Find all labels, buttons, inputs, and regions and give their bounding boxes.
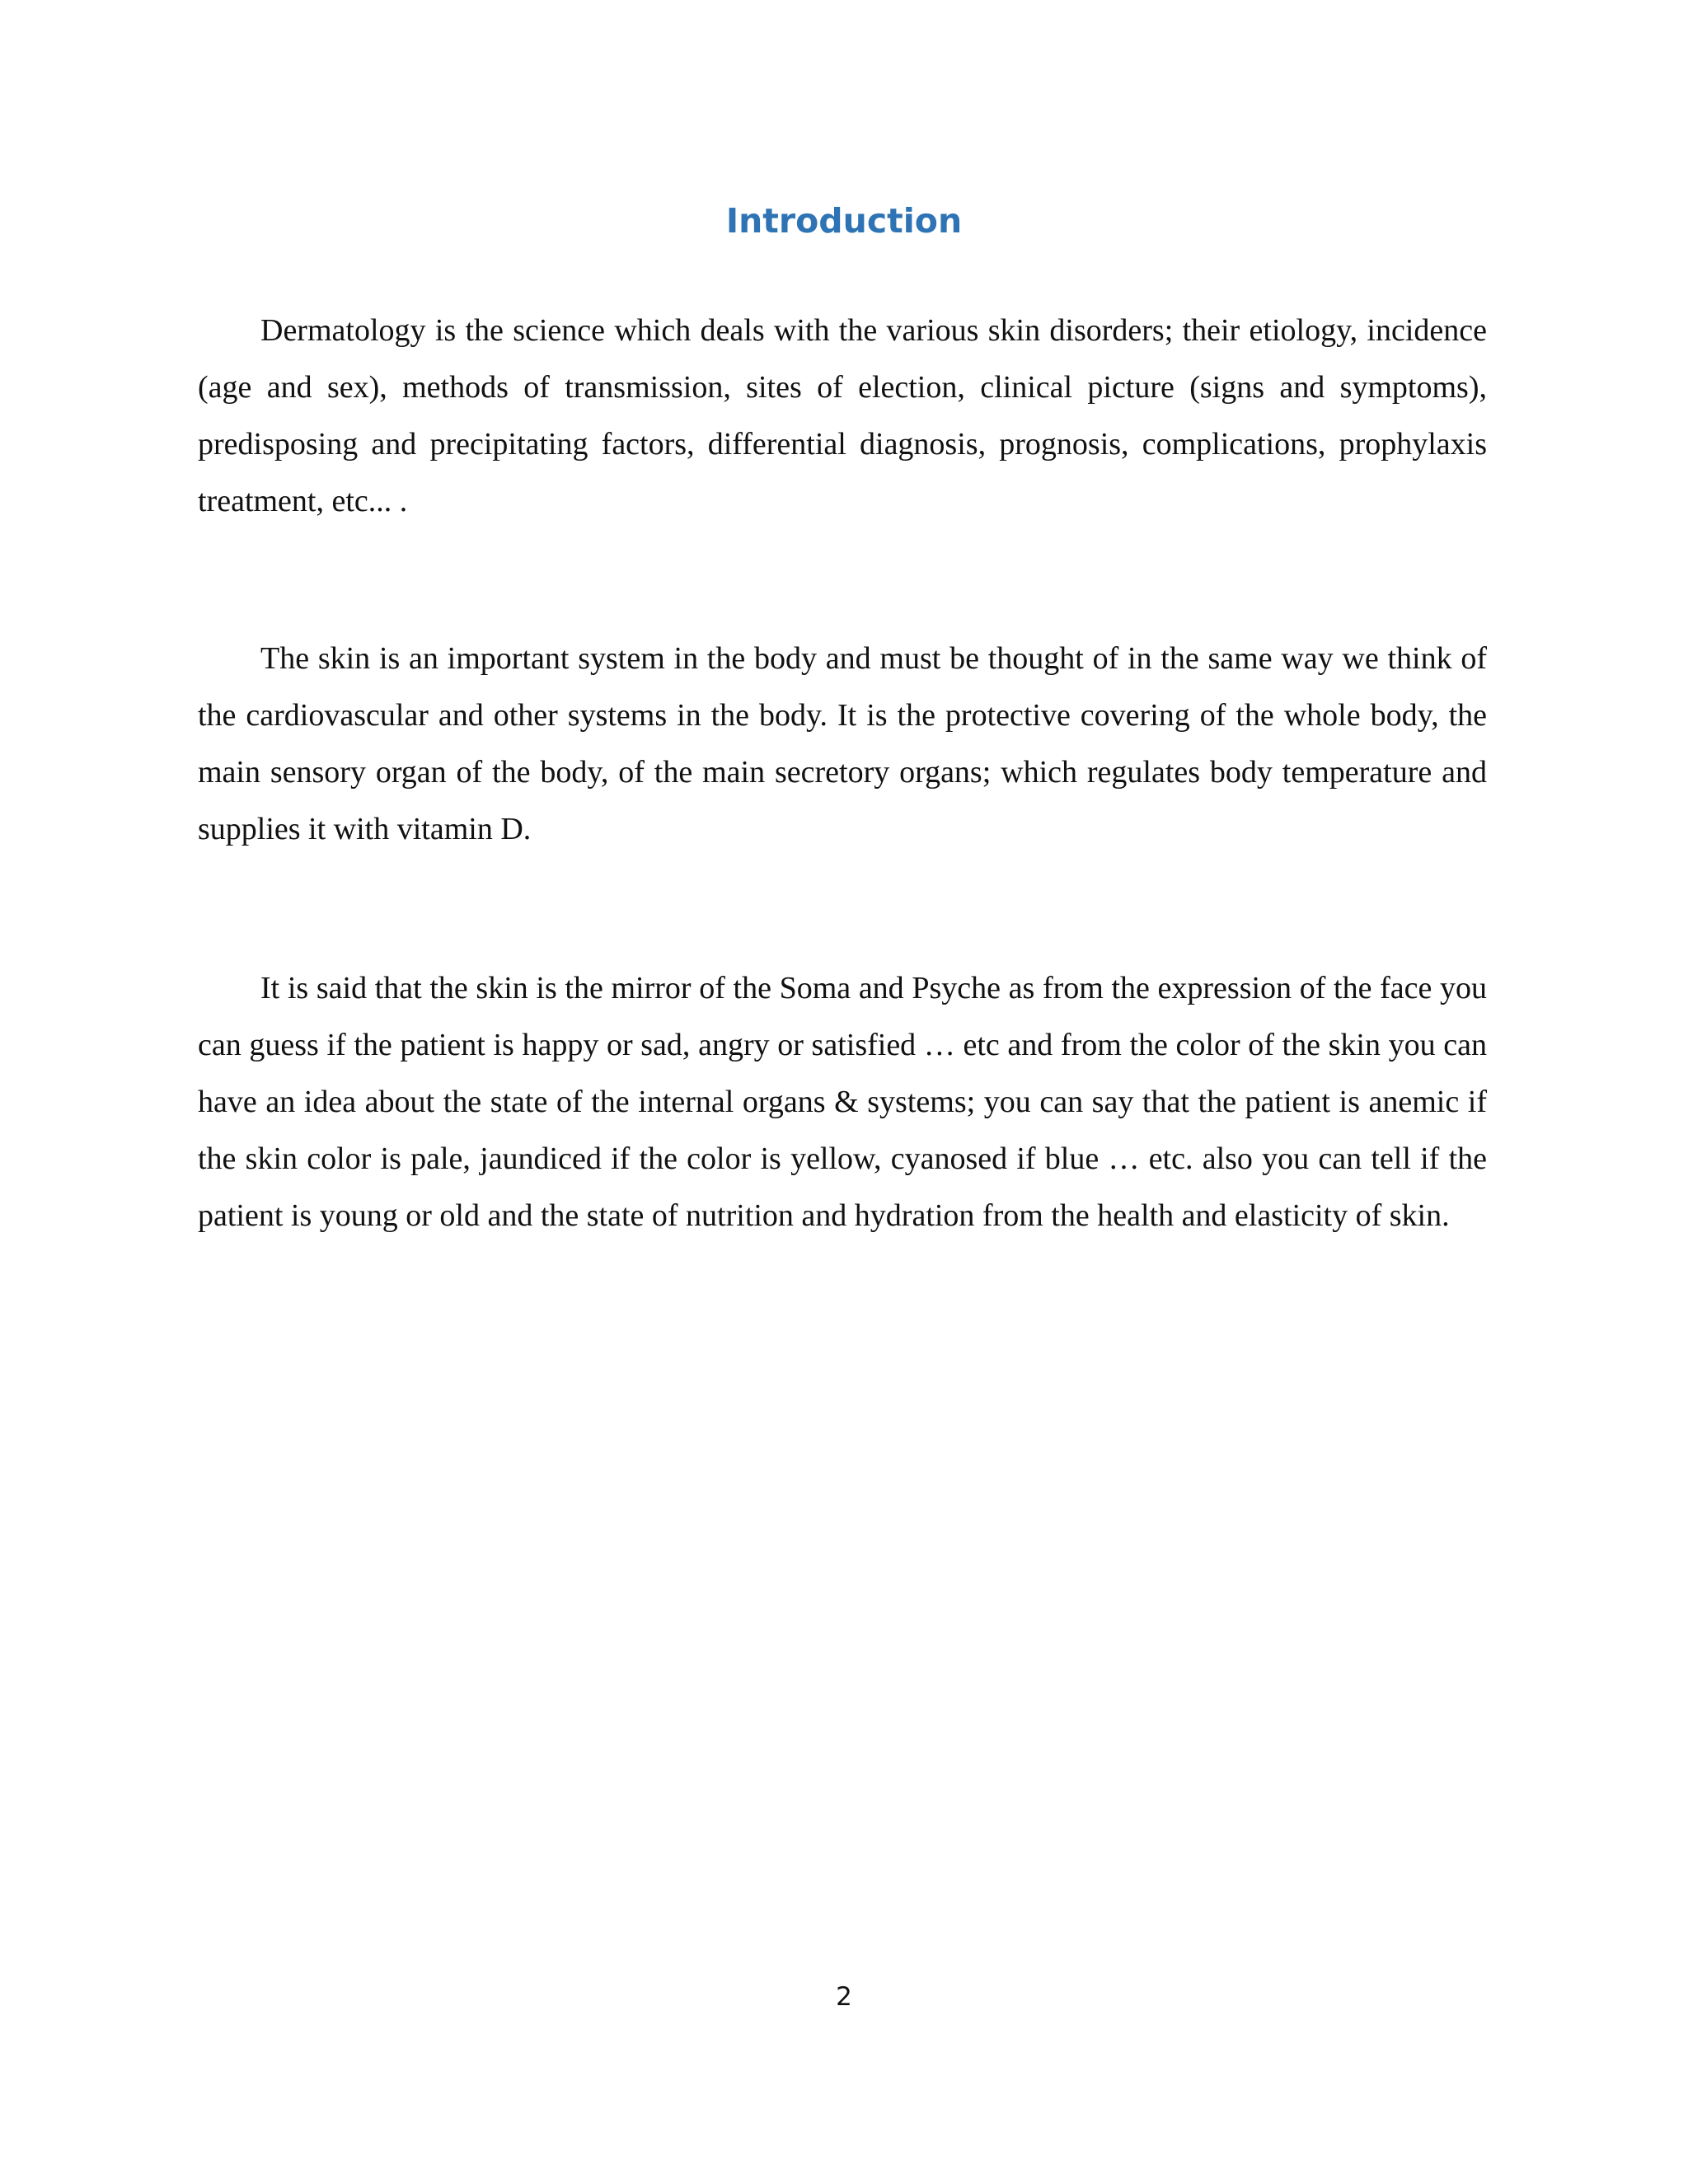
page-number: 2	[836, 1982, 852, 2012]
paragraph-skin-mirror: It is said that the skin is the mirror of the Soma and Psyche as from the expression of the face you can guess if the patient is happy or sad, angry or satisfied … etc and from the color of the skin you can have an idea about the state of the internal organs & systems; you can say that the patient is anemic if the skin color is pale, jaundiced if the color is yellow, cyanosed if blue … etc. also you can tell if the patient is young or old and the state of nutrition and hydration from the health and elasticity of skin.	[198, 971, 1487, 1233]
paragraph-skin-system: The skin is an important system in the body and must be thought of in the same way we think of the cardiovascular and other systems in the body. It is the protective covering of the whole body, the main sensory organ of the body, of the main secretory organs; which regulates body temperature and supplies it with vitamin D.	[198, 641, 1487, 846]
page-title: Introduction	[725, 201, 963, 241]
paragraph-dermatology-definition: Dermatology is the science which deals with the various skin disorders; their etiology, incidence (age and sex), methods of transmission, sites of election, clinical picture (signs and symptoms), predisposing and precipitating factors, differential diagnosis, prognosis, complications, prophylaxis treatment, etc... .	[198, 313, 1487, 518]
